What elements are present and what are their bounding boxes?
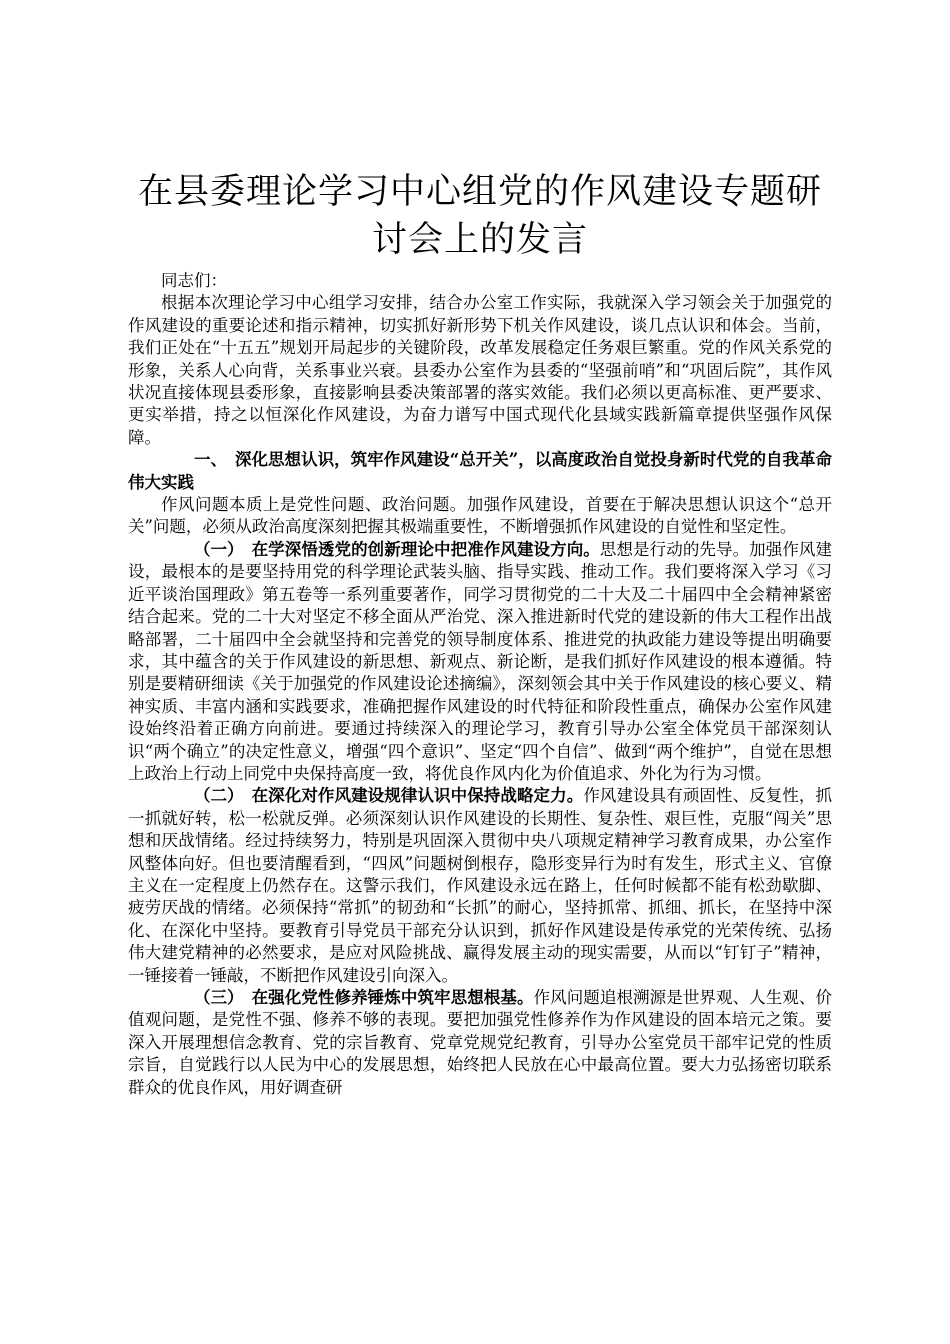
- subsection-2-lead: 在深化对作风建设规律认识中保持战略定力。: [251, 786, 584, 806]
- subsection-1-body: 思想是行动的先导。加强作风建设，最根本的是要坚持用党的科学理论武装头脑、指导实践、推动工作。我们要将深入学习《习近平谈治国理政》第五卷等一系列重要著作，同学习贯彻党的二十大及二十届四中全会精神紧密结合起来。党的二十大对坚定不移全面从严治党、深入推进新时代党的建设新的伟大工程作出战略部署，二十届四中全会就坚持和完善党的领导制度体系、推进党的执政能力建设等提出明确要求，其中蕴含的关于作风建设的新思想、新观点、新论断，是我们抓好作风建设的根本遵循。特别是要精研细读《关于加强党的作风建设论述摘编》，深刻领会其中关于作风建设的核心要义、精神实质、丰富内涵和实践要求，准确把握作风建设的时代特征和阶段性重点，确保办公室作风建设始终沿着正确方向前进。要通过持续深入的理论学习，教育引导办公室全体党员干部深刻认识“两个确立”的决定性意义，增强“四个意识”、坚定“四个自信”、做到“两个维护”，自觉在思想上政治上行动上同党中央保持高度一致，将优良作风内化为价值追求、外化为行为习惯。: [128, 539, 833, 783]
- section-1-heading: [128, 449, 832, 494]
- subsection-3-lead: 在强化党性修养锤炼中筑牢思想根基。: [251, 988, 534, 1007]
- intro-paragraph: 根据本次理论学习中心组学习安排，结合办公室工作实际，我就深入学习领会关于加强党的作风建设的重要论述和指示精神，切实抓好新形势下机关作风建设，谈几点认识和体会。当前，我们正处在“十五五”规划开局起步的关键阶段，改革发展稳定任务艰巨繁重。党的作风关系党的形象，关系人心向背，关系事业兴衰。县委办公室作为县委的“坚强前哨”和“巩固后院”，其作风状况直接体现县委形象，直接影响县委决策部署的落实效能。我们必须以更高标准、更严要求、更实举措，持之以恒深化作风建设，为奋力谱写中国式现代化县域实践新篇章提供坚强作风保障。: [128, 293, 832, 447]
- section-1-heading-text: 深化思想认识，筑牢作风建设“总开关”，以高度政治自觉投身新时代党的自我革命伟大实践: [128, 450, 832, 492]
- subsection-3-body: 作风问题追根溯源是世界观、人生观、价值观问题，是党性不强、修养不够的表现。要把加强党性修养作为作风建设的固本培元之策。要深入开展理想信念教育、党的宗旨教育、党章党规党纪教育，引导办公室党员干部牢记党的性质宗旨，自觉践行以人民为中心的发展思想，始终把人民放在心中最高位置。要大力弘扬密切联系群众的优良作风，用好调查研: [128, 988, 833, 1097]
- subsection-2-number: （二）: [194, 786, 244, 806]
- subsection-2-body: 作风建设具有顽固性、反复性，抓一抓就好转，松一松就反弹。必须深刻认识作风建设的长期性、复杂性、艰巨性，克服“闯关”思想和厌战情绪。经过持续努力，特别是巩固深入贯彻中央八项规定精神学习教育成果，办公室作风整体向好。但也要清醒看到，“四风”问题树倒根存，隐形变异行为时有发生，形式主义、官僚主义在一定程度上仍然存在。这警示我们，作风建设永远在路上，任何时候都不能有松劲歇脚、疲劳厌战的情绪。必须保持“常抓”的韧劲和“长抓”的耐心，坚持抓常、抓细、抓长，在坚持中深化、在深化中坚持。要教育引导党员干部充分认识到，抓好作风建设是传承党的光荣传统、弘扬伟大建党精神的必然要求，是应对风险挑战、赢得发展主动的现实需要，从而以“钉钉子”精神，一锤接着一锤敲，不断把作风建设引向深入。: [128, 786, 833, 985]
- subsection-1-lead: 在学深悟透党的创新理论中把准作风建设方向。: [251, 539, 600, 559]
- document-body: [128, 168, 832, 1099]
- section-1-paragraph: 作风问题本质上是党性问题、政治问题。加强作风建设，首要在于解决思想认识这个“总开关”问题，必须从政治高度深刻把握其极端重要性，不断增强抓作风建设的自觉性和坚定性。: [128, 495, 832, 537]
- subsection-1-number: （一）: [194, 539, 244, 559]
- document-title: 在县委理论学习中心组党的作风建设专题研讨会上的发言: [137, 172, 822, 260]
- subsection-3-paragraph: [128, 987, 832, 1099]
- salutation: 同志们：: [161, 271, 227, 290]
- subsection-3-number: （三）: [194, 988, 244, 1007]
- subsection-2-paragraph: [128, 785, 832, 987]
- subsection-1-paragraph: [128, 539, 832, 785]
- section-1-number: 一、: [194, 450, 227, 470]
